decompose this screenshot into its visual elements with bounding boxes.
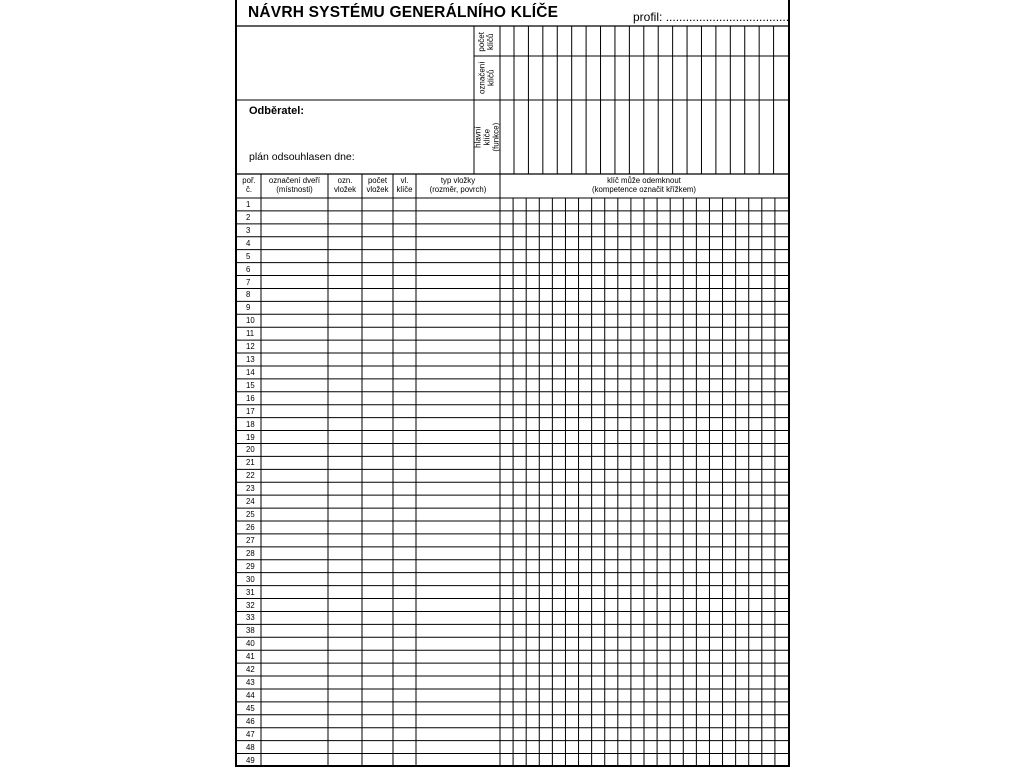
row-number: 11	[246, 329, 255, 339]
row-number: 18	[246, 419, 255, 429]
row-number: 5	[246, 251, 251, 261]
col-cyl-mark-l1: ozn.	[337, 176, 353, 185]
row-number: 13	[246, 355, 255, 365]
row-number: 49	[246, 755, 255, 765]
col-cyl-count-l2: vložek	[366, 184, 389, 194]
row-number: 32	[246, 600, 255, 610]
row-number: 28	[246, 548, 255, 558]
row-number: 1	[246, 200, 251, 209]
row-number: 48	[246, 742, 255, 752]
col-cyl-type	[416, 177, 500, 195]
row-number: 41	[246, 652, 255, 662]
row-number: 3	[246, 225, 251, 235]
row-number: 43	[246, 678, 255, 688]
row-number: 2	[246, 212, 251, 222]
col-door-label-l1: označení dveří	[268, 176, 321, 185]
row-number: 30	[246, 574, 255, 584]
row-number: 17	[246, 406, 255, 416]
row-number: 21	[246, 458, 255, 468]
profil-label: profil:	[633, 10, 663, 24]
key-mark-label: označení klíčů	[477, 61, 495, 95]
row-number: 38	[246, 626, 255, 636]
row-number: 29	[246, 561, 255, 571]
row-number: 46	[246, 716, 255, 726]
row-number: 44	[246, 690, 255, 700]
plan-approved-label: plán odsouhlasen dne:	[249, 151, 355, 163]
row-number: 4	[246, 238, 251, 248]
form-title: NÁVRH SYSTÉMU GENERÁLNÍHO KLÍČE	[248, 4, 559, 21]
col-cyl-mark	[328, 177, 362, 195]
row-number: 8	[246, 290, 251, 300]
row-number: 20	[246, 445, 255, 455]
col-own-keys	[393, 177, 416, 195]
profil-field[interactable]	[633, 11, 789, 23]
row-number: 6	[246, 264, 251, 274]
row-number: 26	[246, 523, 255, 532]
row-number: 47	[246, 729, 255, 739]
row-number: 16	[246, 393, 255, 403]
row-number: 7	[246, 277, 251, 287]
row-number: 27	[246, 535, 255, 545]
col-own-keys-l2: klíče	[396, 184, 413, 194]
col-cyl-mark-l2: vložek	[333, 184, 357, 194]
col-own-keys-l1: vl.	[400, 176, 409, 185]
row-number: 40	[246, 639, 255, 649]
row-number: 22	[246, 471, 255, 481]
row-number: 23	[246, 484, 255, 494]
header-master-keys	[474, 100, 500, 174]
col-key-opens-l1: klíč může odemknout	[607, 176, 681, 185]
row-number: 24	[246, 497, 255, 507]
col-door-label-l2: (místnosti)	[276, 184, 313, 194]
col-door-label	[261, 177, 328, 195]
row-number: 14	[246, 367, 255, 377]
col-order-no-l2: č.	[245, 184, 253, 194]
row-number: 12	[246, 342, 255, 352]
row-number: 45	[246, 703, 255, 713]
col-order-no-l1: poř.	[242, 176, 256, 185]
row-number: 10	[246, 316, 255, 326]
header-key-count	[474, 27, 500, 56]
profil-dots: .....................................	[665, 10, 790, 24]
row-number: 42	[246, 665, 255, 675]
header-key-mark	[474, 56, 500, 100]
master-keys-label: hlavní klíče (funkce)	[472, 122, 500, 152]
customer-label: Odběratel:	[249, 105, 305, 117]
row-number: 25	[246, 510, 255, 520]
row-number: 19	[246, 432, 255, 442]
col-order-no	[237, 177, 261, 195]
col-key-opens-l2: (kompetence označit křížkem)	[592, 184, 696, 194]
col-cyl-count	[362, 177, 393, 195]
row-number: 9	[246, 303, 251, 313]
row-number: 31	[246, 587, 255, 597]
col-cyl-type-l1: typ vložky	[440, 176, 476, 185]
col-cyl-type-l2: (rozměr, povrch)	[429, 184, 487, 194]
row-number: 15	[246, 380, 255, 390]
col-key-opens	[500, 177, 788, 195]
key-count-label: počet klíčů	[477, 31, 495, 52]
row-number: 33	[246, 613, 255, 623]
col-cyl-count-l1: počet	[367, 176, 388, 185]
